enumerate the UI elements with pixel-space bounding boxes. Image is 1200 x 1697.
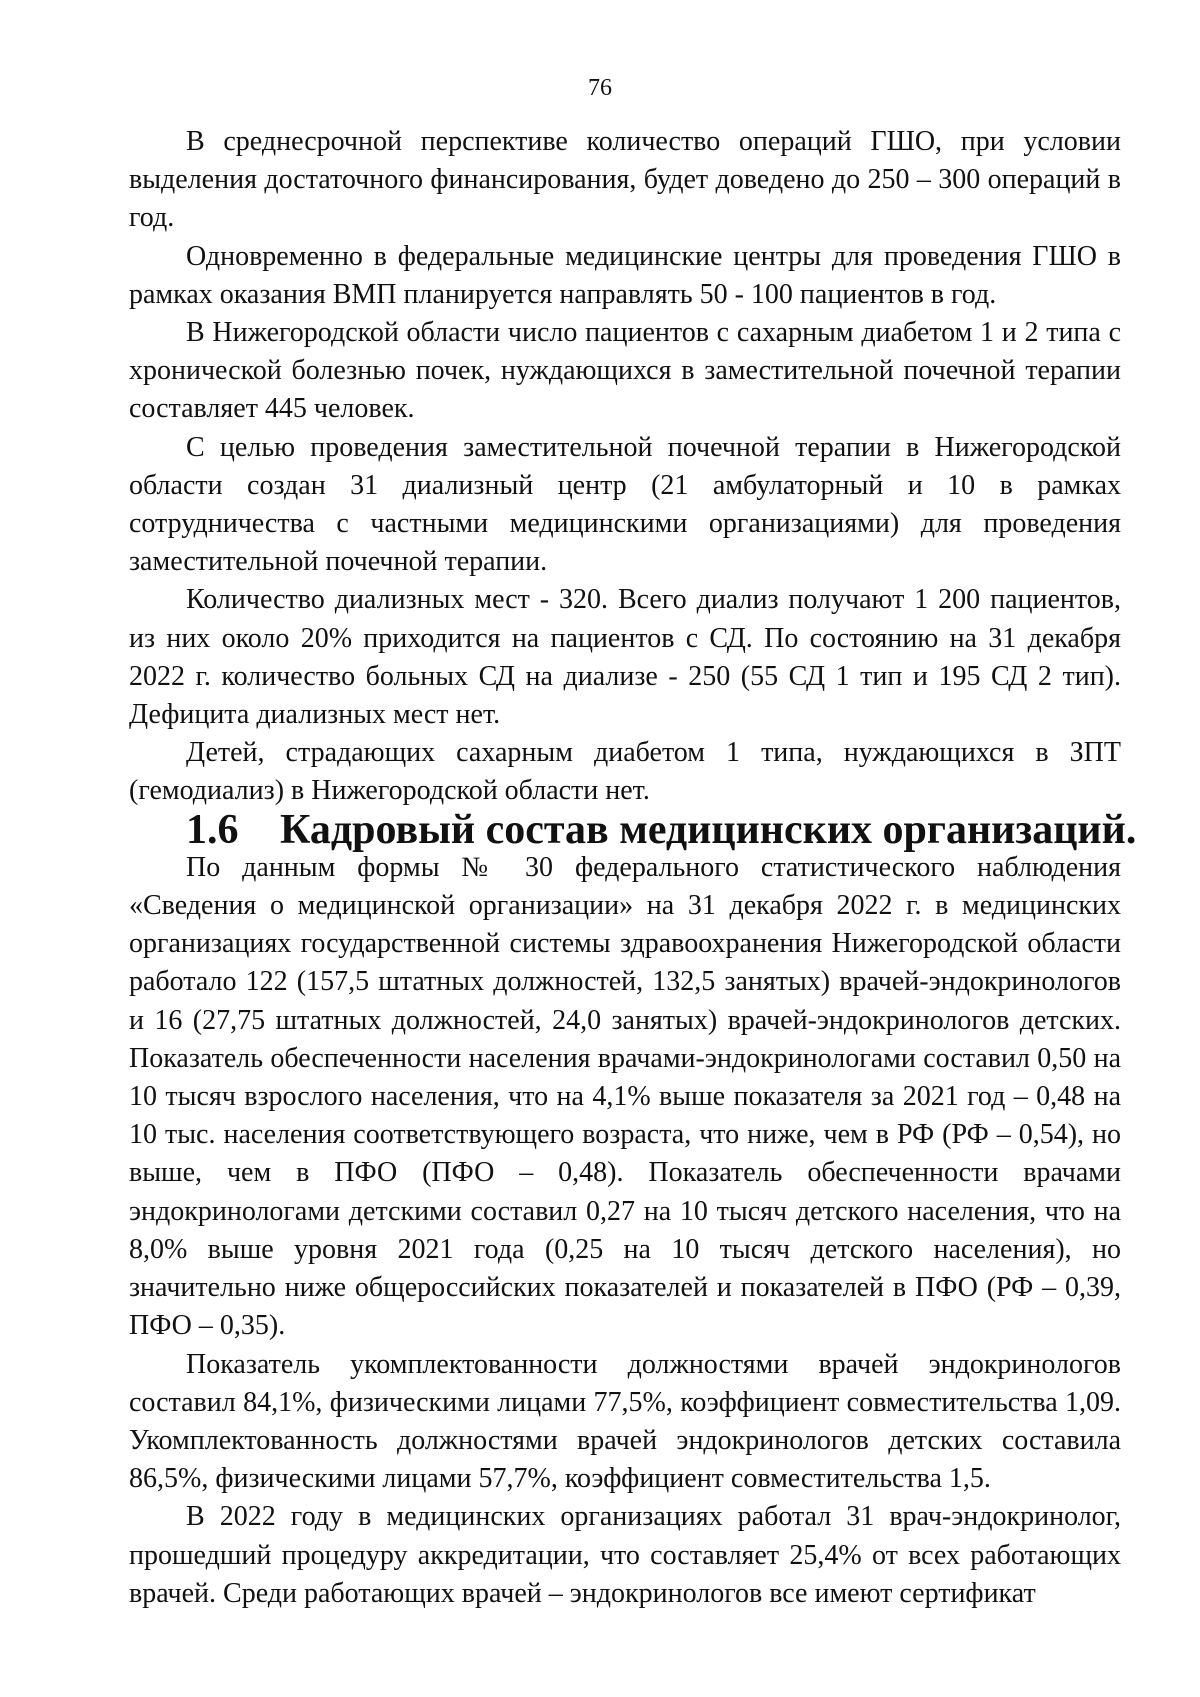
paragraph-accreditation: В 2022 году в медицинских организациях работал 31 врач-эндокринолог, прошедший процедуру аккредитации, что составляет 25,4% от всех работающих врачей. Среди работающих врачей – эндокринологов все имеют сертификат <box>129 1501 1121 1609</box>
paragraph-staffing-completeness: Показатель укомплектованности должностями врачей эндокринологов составил 84,1%, физическими лицами 77,5%, коэффициент совместительства 1,09. Укомплектованность должностями врачей эндокринологов детских составила 86,5%, физическими лицами 57,7%, коэффициент совместительства 1,5. <box>129 1348 1121 1495</box>
section-title: Кадровый состав медицинских организаций. <box>280 806 1137 853</box>
paragraph-operations-forecast: В среднесрочной перспективе количество операций ГШО, при условии выделения достаточного финансирования, будет доведено до 250 – 300 операций в год. <box>129 126 1121 234</box>
paragraph-dialysis-centers: С целью проведения заместительной почечной терапии в Нижегородской области создан 31 диализный центр (21 амбулаторный и 10 в рамках сотрудничества с частными медицинскими организациями) для проведения заместительной почечной терапии. <box>129 431 1121 578</box>
page-number: 76 <box>588 75 612 101</box>
paragraph-dialysis-places: Количество диализных мест - 320. Всего диализ получают 1 200 пациентов, из них около 20% приходится на пациентов с СД. По состоянию на 31 декабря 2022 г. количество больных СД на диализе - 250 (55 СД 1 тип и 195 СД 2 тип). Дефицита диализных мест нет. <box>129 584 1121 731</box>
paragraph-federal-centers: Одновременно в федеральные медицинские центры для проведения ГШО в рамках оказания ВМП планируется направлять 50 - 100 пациентов в год. <box>129 240 1121 310</box>
paragraph-kidney-disease-patients: В Нижегородской области число пациентов с сахарным диабетом 1 и 2 типа с хронической болезнью почек, нуждающихся в заместительной почечной терапии составляет 445 человек. <box>129 317 1121 425</box>
document-body <box>129 123 1137 1613</box>
paragraph-staffing-statistics: По данным формы № 30 федерального статистического наблюдения «Сведения о медицинской организации» на 31 декабря 2022 г. в медицинских организациях государственной системы здравоохранения Нижегородской области работало 122 (157,5 штатных должностей, 132,5 занятых) врачей-эндокринологов и 16 (27,75 штатных должностей, 24,0 занятых) врачей-эндокринологов детских. Показатель обеспеченности населения врачами-эндокринологами составил 0,50 на 10 тысяч взрослого населения, что на 4,1% выше показателя за 2021 год – 0,48 на 10 тыс. населения соответствующего возраста, что ниже, чем в РФ (РФ – 0,54), но выше, чем в ПФО (ПФО – 0,48). Показатель обеспеченности врачами эндокринологами детскими составил 0,27 на 10 тысяч детского населения, что на 8,0% выше уровня 2021 года (0,25 на 10 тысяч детского населения), но значительно ниже общероссийских показателей и показателей в ПФО (РФ – 0,39, ПФО – 0,35). <box>129 851 1121 1342</box>
section-heading <box>129 806 1137 853</box>
section-number: 1.6 <box>186 806 239 853</box>
paragraph-children-dialysis: Детей, страдающих сахарным диабетом 1 типа, нуждающихся в ЗПТ (гемодиализ) в Нижегородской области нет. <box>129 737 1121 807</box>
